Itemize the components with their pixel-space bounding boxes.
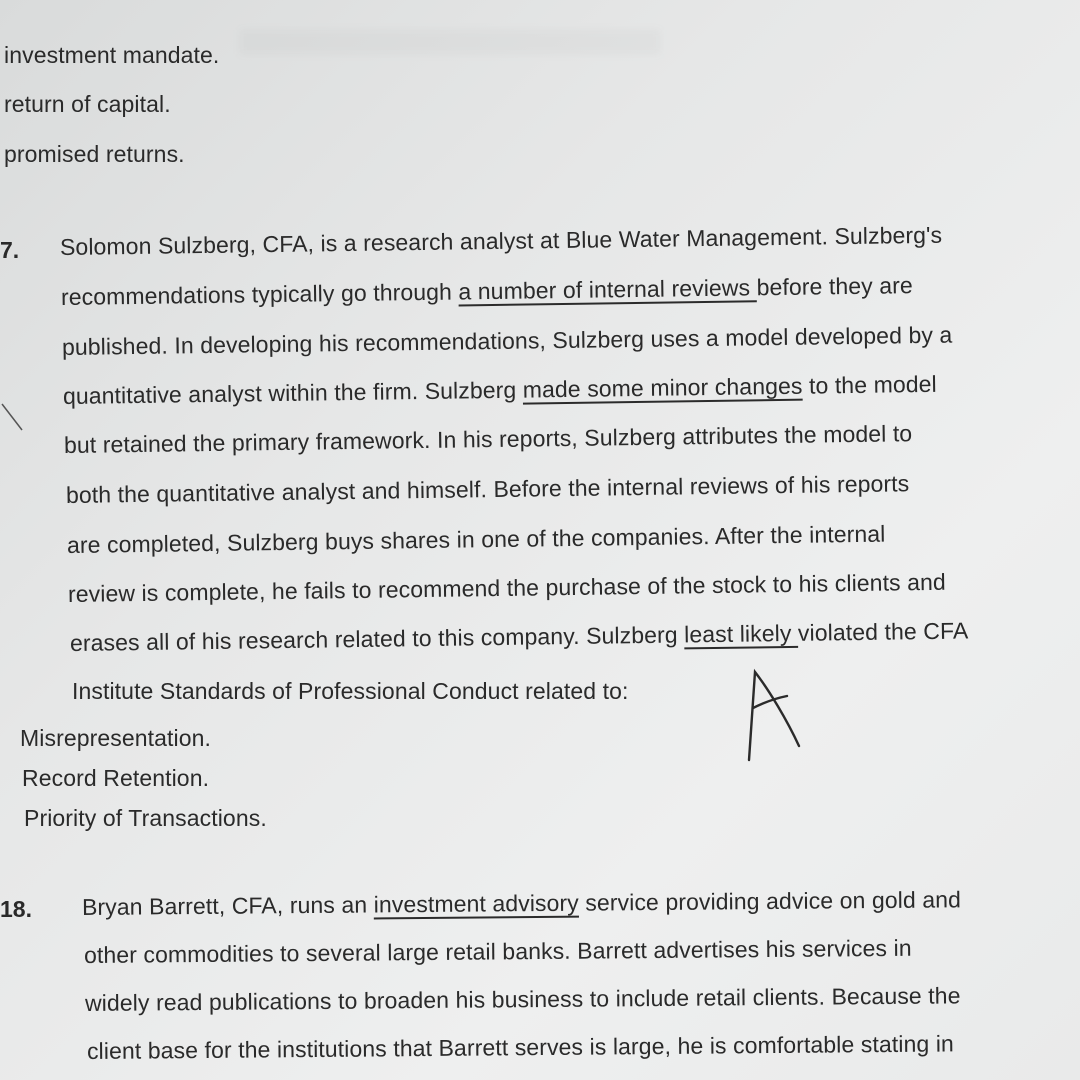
underlined-phrase: least likely bbox=[683, 619, 799, 648]
question-line: review is complete, he fails to recommend the purchase of the stock to his clients and bbox=[67, 568, 947, 607]
question-line: both the quantitative analyst and himself. Before the internal reviews of his reports bbox=[65, 470, 910, 508]
text-span: violated the CFA bbox=[797, 617, 969, 646]
question-number: 7. bbox=[0, 237, 20, 263]
option-line: return of capital. bbox=[4, 91, 171, 117]
option-line: investment mandate. bbox=[4, 42, 220, 68]
answer-option: Misrepresentation. bbox=[20, 725, 211, 751]
bleed-through-text bbox=[240, 30, 660, 54]
answer-option: Record Retention. bbox=[22, 765, 210, 791]
question-line bbox=[82, 885, 961, 921]
question-line bbox=[70, 616, 969, 657]
question-line: published. In developing his recommendations, Sulzberg uses a model developed by a bbox=[61, 321, 953, 360]
underlined-phrase: made some minor changes bbox=[522, 372, 803, 403]
text-span: erases all of his research related to this company. Sulzberg bbox=[69, 621, 685, 656]
question-line bbox=[63, 370, 937, 410]
answer-option: Priority of Transactions. bbox=[24, 805, 267, 831]
question-line: but retained the primary framework. In his reports, Sulzberg attributes the model to bbox=[63, 420, 913, 458]
question-number: 18. bbox=[0, 896, 32, 922]
text-span: service providing advice on gold and bbox=[578, 886, 962, 916]
handwritten-answer-a bbox=[735, 660, 815, 770]
question-line bbox=[61, 271, 913, 311]
text-span: to the model bbox=[802, 370, 937, 399]
text-span: quantitative analyst within the firm. Sulzberg bbox=[62, 376, 523, 409]
question-line: Solomon Sulzberg, CFA, is a research analyst at Blue Water Management. Sulzberg's bbox=[59, 221, 943, 260]
question-line: widely read publications to broaden his business to include retail clients. Because the bbox=[84, 982, 961, 1016]
question-line: are completed, Sulzberg buys shares in one of the companies. After the internal bbox=[66, 520, 886, 558]
text-span: before they are bbox=[756, 272, 914, 301]
margin-mark bbox=[0, 400, 30, 440]
text-span: Bryan Barrett, CFA, runs an bbox=[81, 891, 374, 920]
question-line: other commodities to several large retail banks. Barrett advertises his services in bbox=[83, 934, 912, 968]
underlined-phrase: a number of internal reviews bbox=[458, 274, 757, 305]
option-line: promised returns. bbox=[4, 141, 185, 167]
text-span: recommendations typically go through bbox=[60, 278, 459, 310]
question-line: Institute Standards of Professional Conduct related to: bbox=[72, 678, 629, 704]
question-line: client base for the institutions that Barrett serves is large, he is comfortable stating in bbox=[86, 1030, 954, 1064]
underlined-phrase: investment advisory bbox=[373, 889, 579, 918]
